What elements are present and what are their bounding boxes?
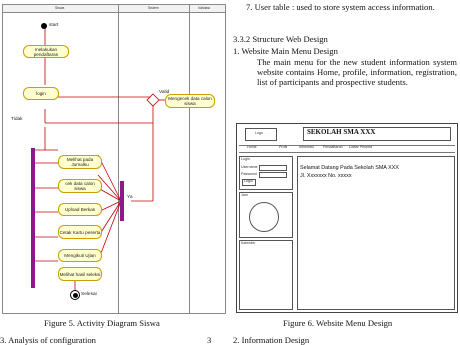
activity-exam: Mengikuti Ujian xyxy=(58,249,102,262)
password-input[interactable] xyxy=(259,172,287,178)
lane-validasi: Validasi xyxy=(198,6,210,10)
activity-register: melakukan pendaftaran xyxy=(23,45,69,58)
menu-daftar-peserta[interactable]: Daftar Peserta xyxy=(349,145,373,149)
activity-check-data: Mengecek data calon siswa xyxy=(165,94,215,108)
figure6-caption: Figure 6. Website Menu Design xyxy=(283,318,393,328)
bottom-left-heading: 3. Analysis of configuration xyxy=(0,335,96,345)
menu-profil[interactable]: Profil xyxy=(279,145,288,149)
activity-view-result: Melihat hasil seleksi xyxy=(58,267,102,281)
activity-login: login xyxy=(23,87,59,100)
decision-yes-label: Valid xyxy=(159,90,170,95)
figure5-caption: Figure 5. Activity Diagram Siswa xyxy=(44,318,160,328)
start-node xyxy=(41,23,47,29)
welcome-text: Selamat Datang Pada Sekolah SMA XXX xyxy=(300,165,399,171)
item-7: 7. User table : used to store system access information. xyxy=(246,2,435,12)
paragraph: The main menu for the new student information system website contains Home, profile, information, registration, list of participants and prospective students. xyxy=(257,57,457,88)
main-content xyxy=(297,156,455,310)
menu-bar xyxy=(239,145,455,153)
clock-label: Jam xyxy=(241,193,248,197)
school-title: SEKOLAH SMA XXX xyxy=(307,128,376,136)
join-label: Ya xyxy=(127,195,133,200)
website-mockup xyxy=(236,123,458,313)
menu-pendaftaran[interactable]: Pendaftaran xyxy=(323,145,343,149)
activity-diagram xyxy=(2,4,226,314)
activity-upload: Upload Berkas xyxy=(58,203,102,216)
activity-check-candidate: cek data calon siswa xyxy=(58,179,102,193)
password-label: Password xyxy=(241,172,257,176)
clock-circle xyxy=(249,202,279,232)
end-node xyxy=(70,290,80,300)
bottom-right-heading: 2. Information Design xyxy=(233,335,310,345)
end-label: Selesai xyxy=(81,292,97,297)
lane-sistem: Sistem xyxy=(148,6,159,10)
menu-informasi[interactable]: Informasi xyxy=(299,145,314,149)
username-label: Username xyxy=(241,165,258,169)
subsection-heading: 1. Website Main Menu Design xyxy=(233,46,338,56)
bottom-left-number: 3 xyxy=(207,335,212,345)
menu-home[interactable]: Home xyxy=(247,145,257,149)
decision-no-label: Tidak xyxy=(11,117,23,122)
logo-label: Logo xyxy=(255,131,263,135)
activity-print-card: Cetak Kartu peserta xyxy=(58,225,102,239)
login-title: Login xyxy=(241,157,250,161)
login-button-label: Login xyxy=(244,179,253,183)
calendar-panel xyxy=(239,240,293,310)
username-input[interactable] xyxy=(259,165,287,171)
lane-siswa: Siswa xyxy=(55,6,65,10)
calendar-label: Kalender xyxy=(241,241,256,245)
section-heading: 3.3.2 Structure Web Design xyxy=(233,34,328,44)
activity-view-journal: Melihat pada Jurnalku xyxy=(58,155,102,169)
address-text: Jl. Xxxxxxx No. xxxxx xyxy=(300,173,352,179)
start-label: start xyxy=(49,23,59,28)
